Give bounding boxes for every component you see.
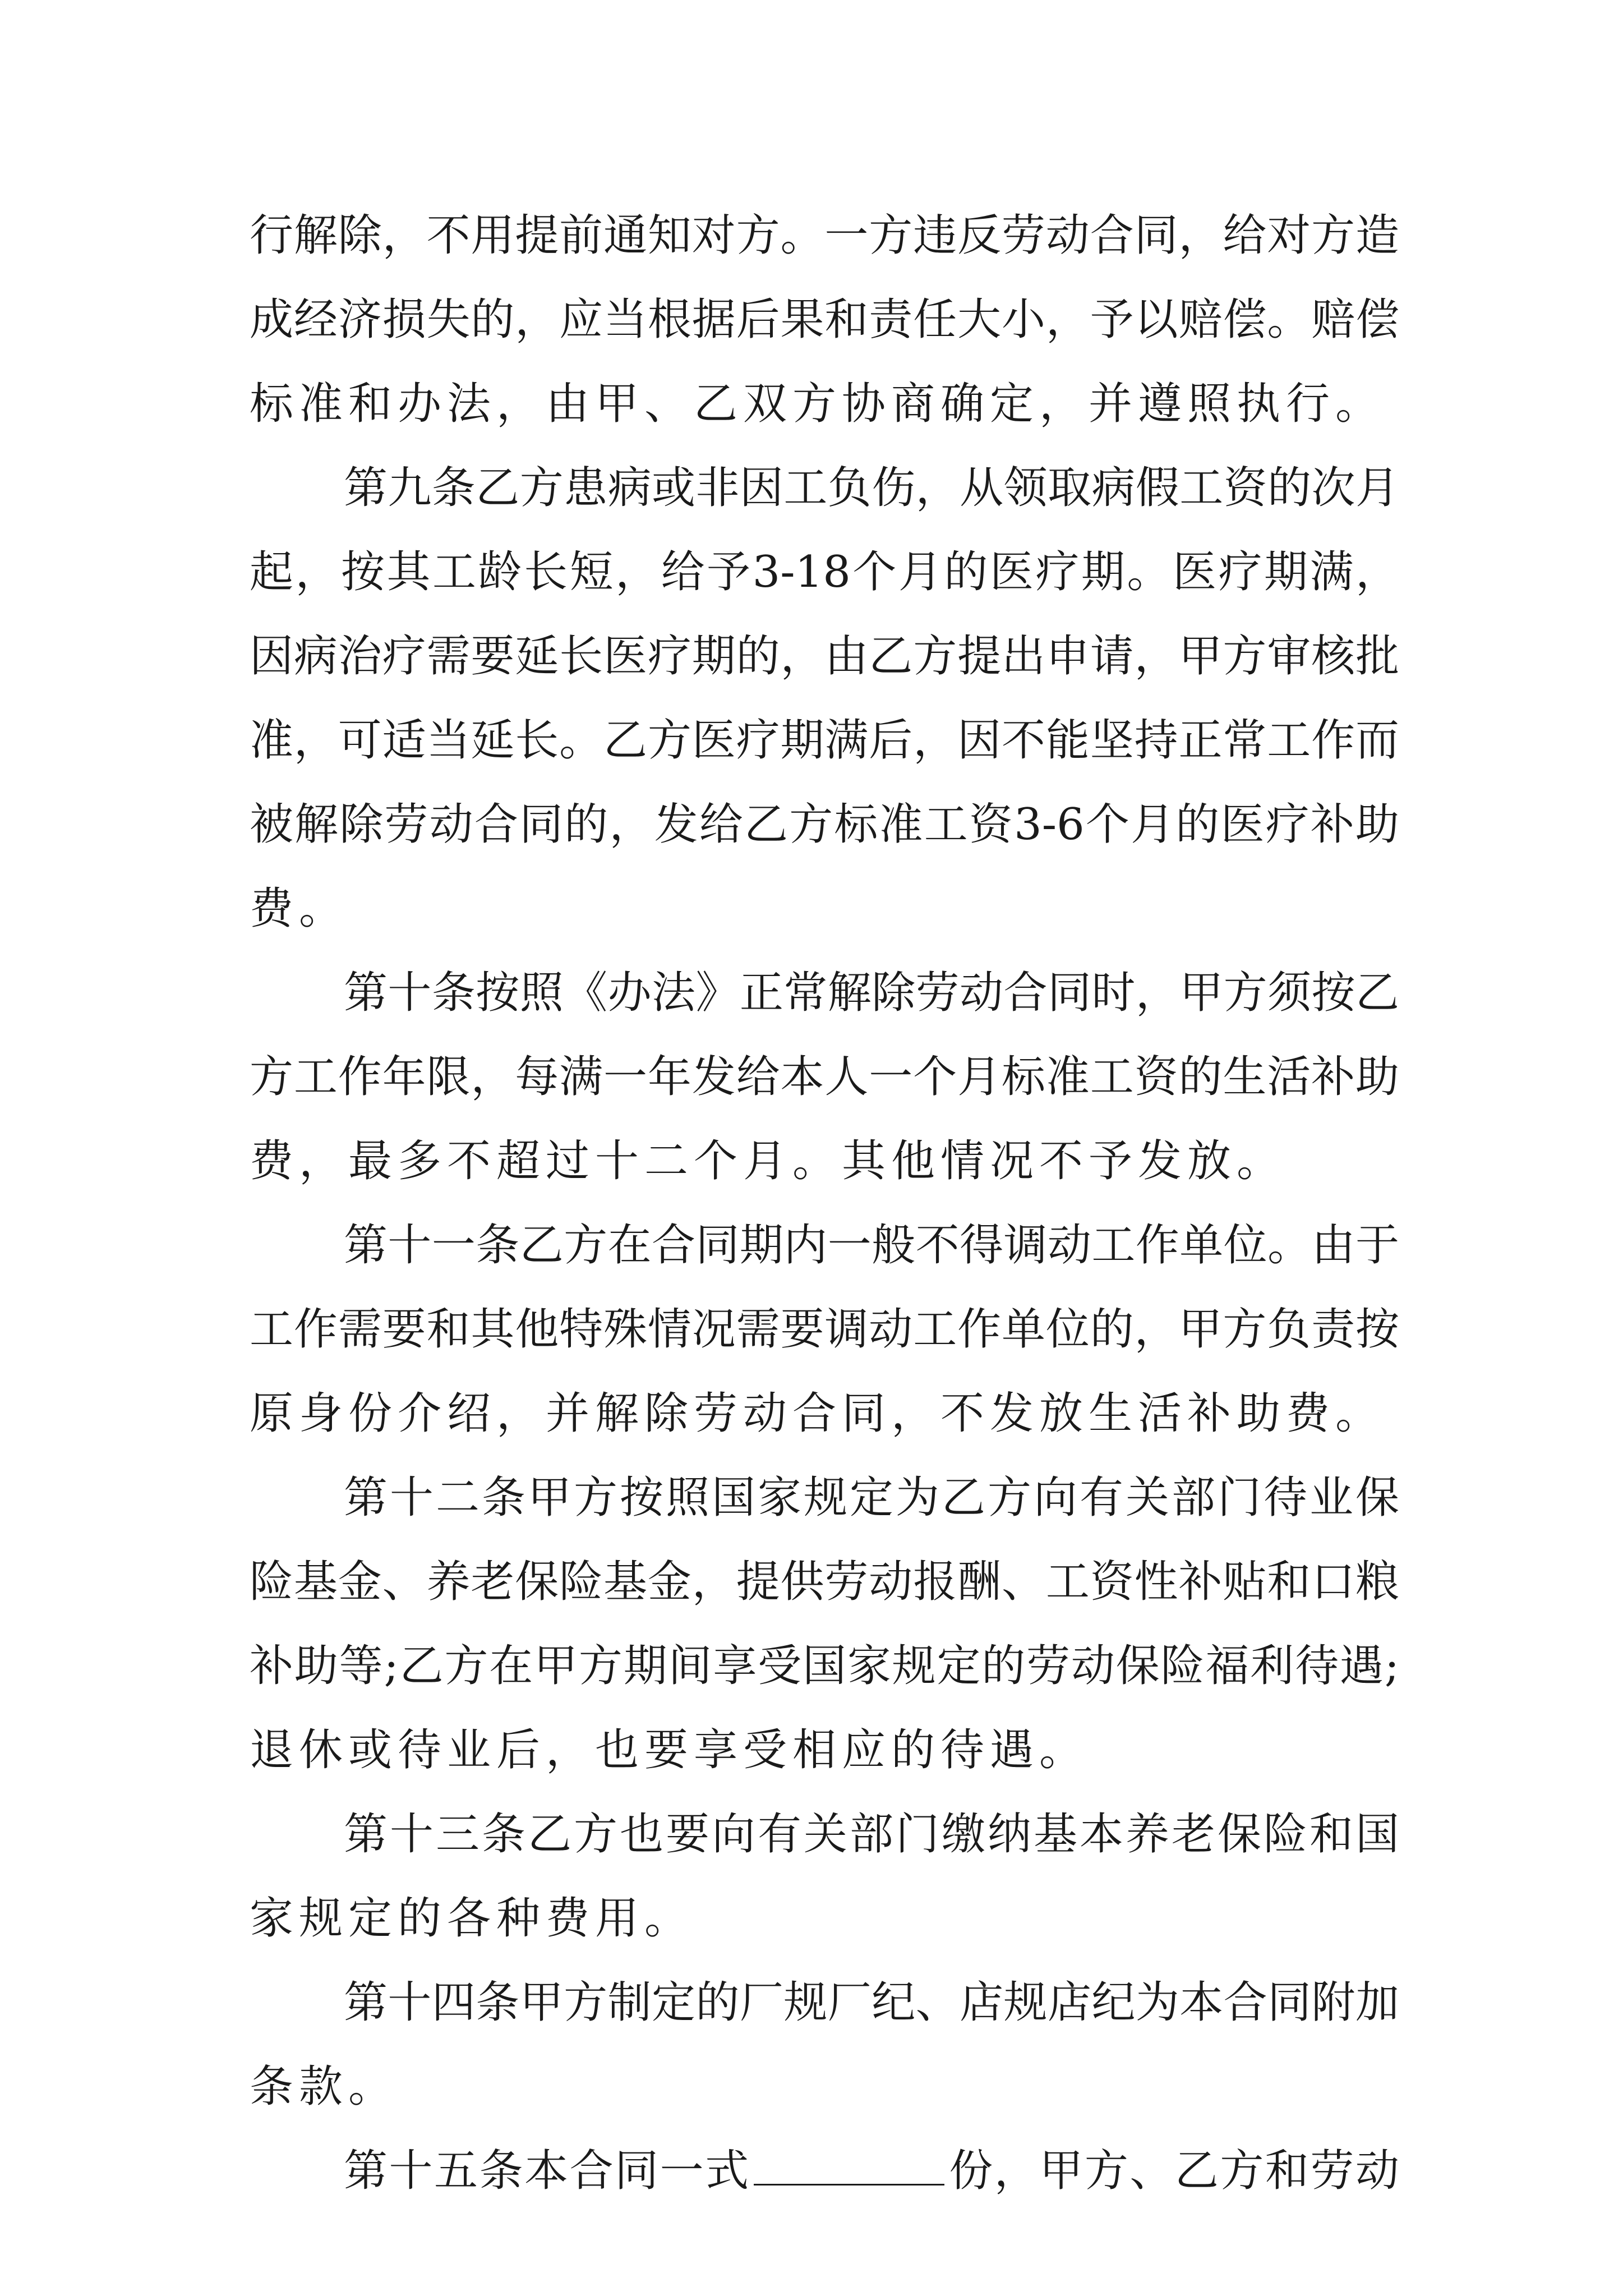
article-11-line: 原身份介绍，并解除劳动合同，不发放生活补助费。: [250, 1388, 1385, 1439]
article-15-line: [250, 2137, 1399, 2205]
article-11-line: 工作需要和其他特殊情况需要调动工作单位的，甲方负责按: [250, 1304, 1399, 1355]
paragraph-line: 成经济损失的，应当根据后果和责任大小，予以赔偿。赔偿: [250, 295, 1399, 345]
copies-blank-field[interactable]: [754, 2150, 944, 2185]
article-14-line: 条款。: [250, 2062, 398, 2112]
article-9-line: 准，可适当延长。乙方医疗期满后，因不能坚持正常工作而: [250, 715, 1399, 766]
article-10-line: 方工作年限，每满一年发给本人一个月标准工资的生活补助: [250, 1052, 1399, 1102]
article-9-line: 起，按其工龄长短，给予3-18个月的医疗期。医疗期满，: [250, 547, 1399, 597]
article-9-line: 被解除劳动合同的，发给乙方标准工资3-6个月的医疗补助: [250, 799, 1399, 850]
article-9-line: 因病治疗需要延长医疗期的，由乙方提出申请，甲方审核批: [250, 631, 1399, 682]
article-15-text-after: 份，甲方、乙方和劳动: [947, 2146, 1399, 2196]
article-9-line: 费。: [250, 884, 349, 934]
article-11-line: 第十一条乙方在合同期内一般不得调动工作单位。由于: [344, 1220, 1399, 1271]
article-9-line: 第九条乙方患病或非因工负伤，从领取病假工资的次月: [344, 463, 1399, 513]
article-14-line: 第十四条甲方制定的厂规厂纪、店规店纪为本合同附加: [344, 1977, 1399, 2028]
article-12-line: 第十二条甲方按照国家规定为乙方向有关部门待业保: [344, 1473, 1399, 1523]
article-13-line: 家规定的各种费用。: [250, 1893, 694, 1944]
paragraph-line: 行解除，不用提前通知对方。一方违反劳动合同，给对方造: [250, 210, 1399, 261]
article-13-line: 第十三条乙方也要向有关部门缴纳基本养老保险和国: [344, 1809, 1399, 1860]
paragraph-line: 标准和办法，由甲、乙双方协商确定，并遵照执行。: [250, 379, 1385, 429]
article-10-line: 费，最多不超过十二个月。其他情况不予发放。: [250, 1136, 1287, 1186]
article-10-line: 第十条按照《办法》正常解除劳动合同时，甲方须按乙: [344, 968, 1399, 1018]
article-12-line: 退休或待业后，也要享受相应的待遇。: [250, 1725, 1089, 1775]
article-12-line: 补助等;乙方在甲方期间享受国家规定的劳动保险福利待遇;: [250, 1641, 1399, 1691]
article-15-text-before: 第十五条本合同一式: [344, 2146, 750, 2196]
article-12-line: 险基金、养老保险基金，提供劳动报酬、工资性补贴和口粮: [250, 1557, 1399, 1607]
